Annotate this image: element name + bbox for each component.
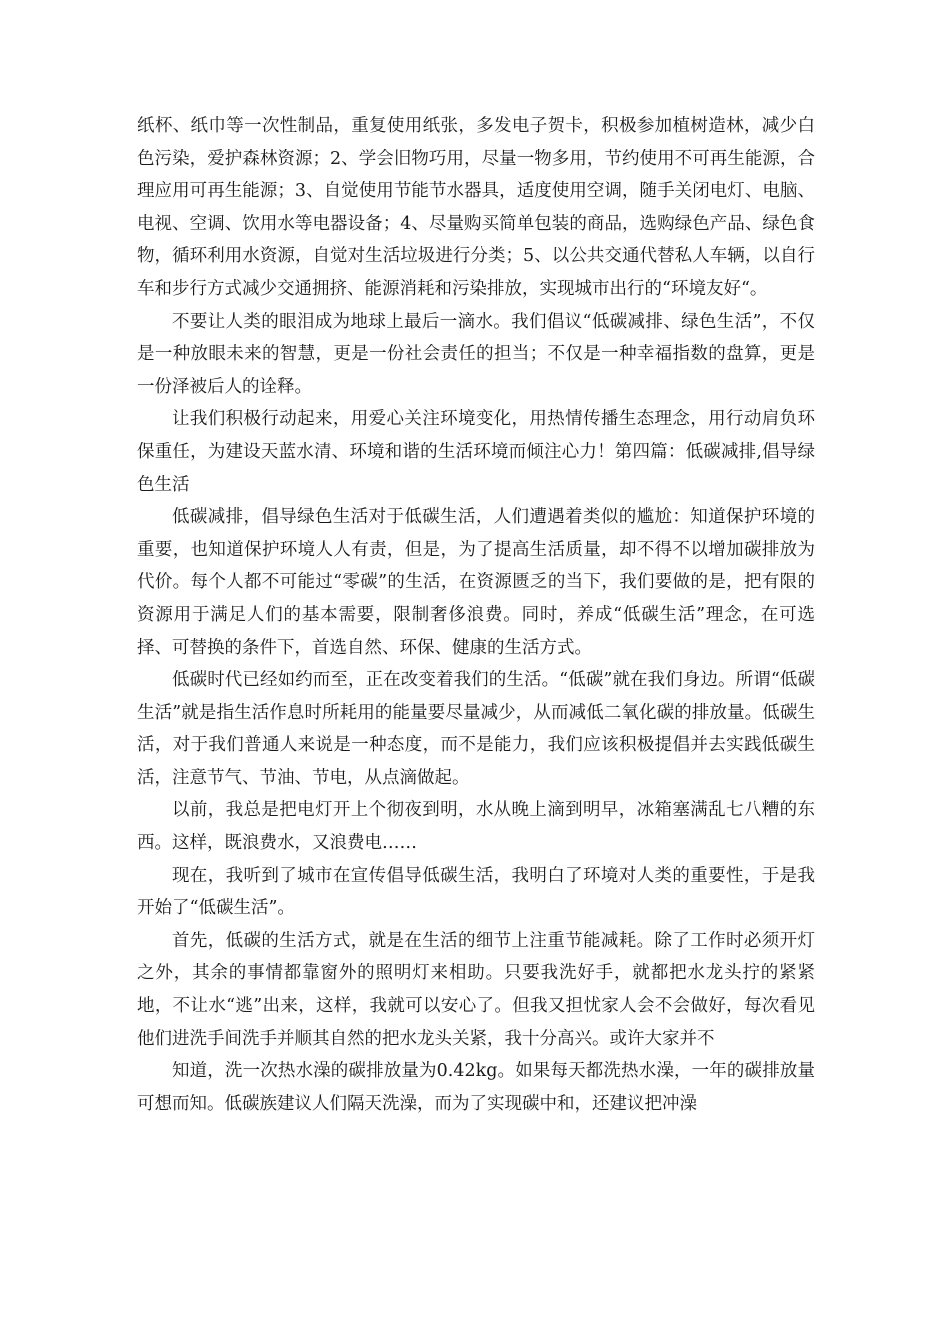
- paragraph-9: 知道，洗一次热水澡的碳排放量为0.42kg。如果每天都洗热水澡，一年的碳排放量可想而知。低碳族建议人们隔天洗澡，而为了实现碳中和，还建议把冲澡: [137, 1061, 815, 1114]
- paragraph-4: 低碳减排，倡导绿色生活对于低碳生活，人们遭遇着类似的尴尬：知道保护环境的重要，也知道保护环境人人有责，但是，为了提高生活质量，却不得不以增加碳排放为代价。每个人都不可能过“零碳”的生活，在资源匮乏的当下，我们要做的是，把有限的资源用于满足人们的基本需要，限制奢侈浪费。同时，养成“低碳生活”理念，在可选择、可替换的条件下，首选自然、环保、健康的生活方式。: [137, 507, 815, 658]
- paragraph-5: 低碳时代已经如约而至，正在改变着我们的生活。“低碳”就在我们身边。所谓“低碳生活”就是指生活作息时所耗用的能量要尽量减少，从而减低二氧化碳的排放量。低碳生活，对于我们普通人来说是一种态度，而不是能力，我们应该积极提倡并去实践低碳生活，注意节气、节油、节电，从点滴做起。: [137, 670, 815, 788]
- paragraph-1: 纸杯、纸巾等一次性制品，重复使用纸张，多发电子贺卡，积极参加植树造林，减少白色污染，爱护森林资源；2、学会旧物巧用，尽量一物多用，节约使用不可再生能源，合理应用可再生能源；3、自觉使用节能节水器具，适度使用空调，随手关闭电灯、电脑、电视、空调、饮用水等电器设备；4、尽量购买简单包装的商品，选购绿色产品、绿色食物，循环利用水资源，自觉对生活垃圾进行分类；5、以公共交通代替私人车辆，以自行车和步行方式减少交通拥挤、能源消耗和污染排放，实现城市出行的“环境友好“。: [137, 116, 815, 299]
- document-page: [137, 110, 815, 1120]
- paragraph-6: 以前，我总是把电灯开上个彻夜到明，水从晚上滴到明早，冰箱塞满乱七八糟的东西。这样，既浪费水，又浪费电……: [137, 800, 815, 854]
- paragraph-2: 不要让人类的眼泪成为地球上最后一滴水。我们倡议“低碳减排、绿色生活”，不仅是一种放眼未来的智慧，更是一份社会责任的担当；不仅是一种幸福指数的盘算，更是一份泽被后人的诠释。: [137, 311, 815, 397]
- paragraph-3: 让我们积极行动起来，用爱心关注环境变化，用热情传播生态理念，用行动肩负环保重任，为建设天蓝水清、环境和谐的生活环境而倾注心力！第四篇：低碳减排,倡导绿色生活: [137, 409, 815, 495]
- paragraph-7: 现在，我听到了城市在宣传倡导低碳生活，我明白了环境对人类的重要性，于是我开始了“低碳生活”。: [137, 865, 815, 919]
- paragraph-8: 首先，低碳的生活方式，就是在生活的细节上注重节能减耗。除了工作时必须开灯之外，其余的事情都靠窗外的照明灯来相助。只要我洗好手，就都把水龙头拧的紧紧地，不让水“逃”出来，这样，我就可以安心了。但我又担忧家人会不会做好，每次看见他们进洗手间洗手并顺其自然的把水龙头关紧，我十分高兴。或许大家并不: [137, 930, 815, 1049]
